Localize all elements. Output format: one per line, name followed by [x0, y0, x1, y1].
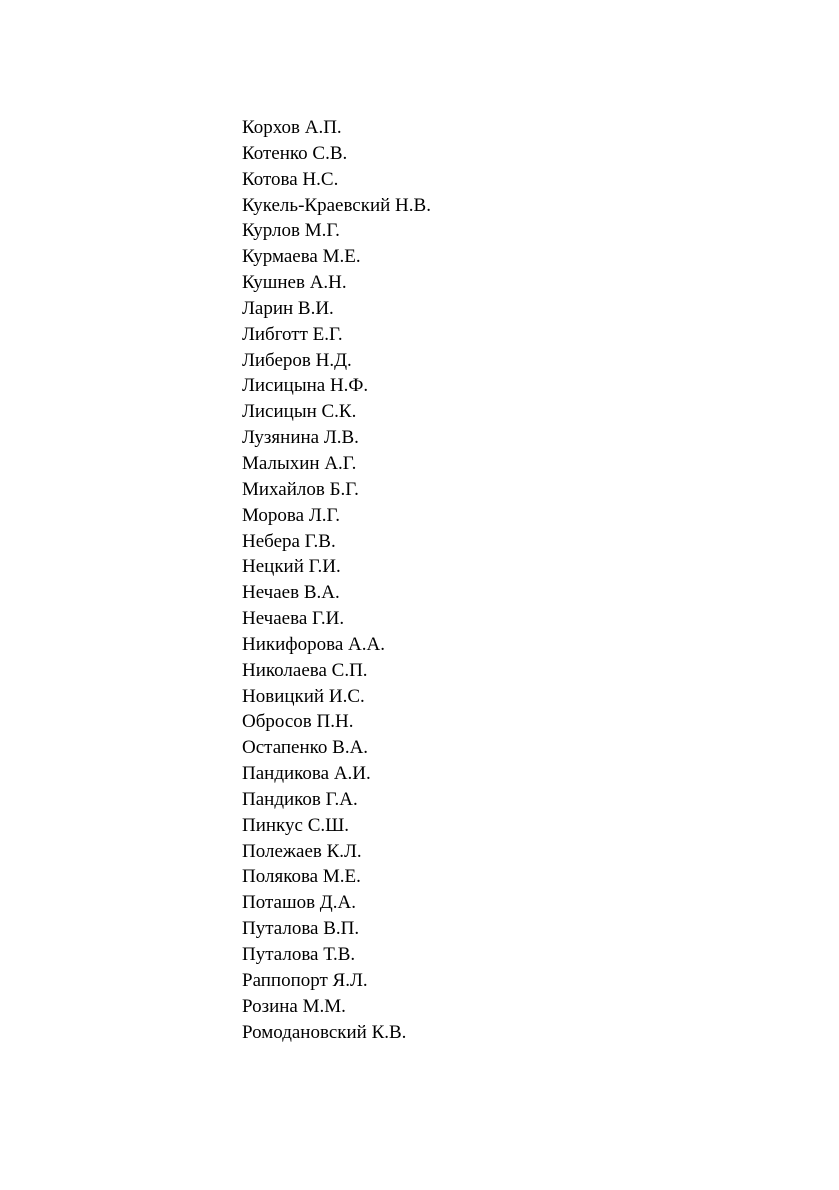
list-item: Курмаева М.Е.	[242, 246, 361, 268]
list-item: Ромодановский К.В.	[242, 1021, 407, 1043]
list-item: Розина М.М.	[242, 995, 346, 1017]
name-list	[242, 115, 431, 1045]
list-item: Раппопорт Я.Л.	[242, 969, 368, 991]
list-item: Нецкий Г.И.	[242, 556, 341, 578]
list-item: Пандиков Г.А.	[242, 788, 358, 810]
list-item: Полякова М.Е.	[242, 866, 361, 888]
list-item: Николаева С.П.	[242, 659, 368, 681]
list-item: Ларин В.И.	[242, 297, 334, 319]
list-item: Нечаев В.А.	[242, 582, 340, 604]
list-item: Курлов М.Г.	[242, 220, 340, 242]
list-item: Новицкий И.С.	[242, 685, 365, 707]
list-item: Корхов А.П.	[242, 117, 342, 138]
list-item: Лисицын С.К.	[242, 401, 357, 423]
list-item: Котенко С.В.	[242, 142, 348, 164]
list-item: Небера Г.В.	[242, 530, 336, 552]
list-item: Путалова Т.В.	[242, 944, 356, 965]
list-item: Либготт Е.Г.	[242, 323, 343, 345]
list-item: Полежаев К.Л.	[242, 840, 362, 862]
list-item: Михайлов Б.Г.	[242, 478, 359, 500]
list-item: Морова Л.Г.	[242, 504, 341, 526]
list-item: Пандикова А.И.	[242, 763, 371, 785]
list-item: Кукель-Краевский Н.В.	[242, 194, 431, 216]
list-item: Лисицына Н.Ф.	[242, 375, 369, 397]
list-item: Остапенко В.А.	[242, 737, 369, 759]
list-item: Обросов П.Н.	[242, 711, 354, 733]
list-item: Лузянина Л.В.	[242, 427, 359, 449]
list-item: Путалова В.П.	[242, 918, 360, 940]
list-item: Котова Н.С.	[242, 168, 339, 190]
list-item: Нечаева Г.И.	[242, 608, 345, 630]
list-item: Либеров Н.Д.	[242, 349, 352, 371]
list-item: Кушнев А.Н.	[242, 272, 347, 294]
list-item: Поташов Д.А.	[242, 892, 356, 914]
list-item: Пинкус С.Ш.	[242, 814, 350, 836]
list-item: Малыхин А.Г.	[242, 452, 357, 474]
list-item: Никифорова А.А.	[242, 633, 385, 655]
